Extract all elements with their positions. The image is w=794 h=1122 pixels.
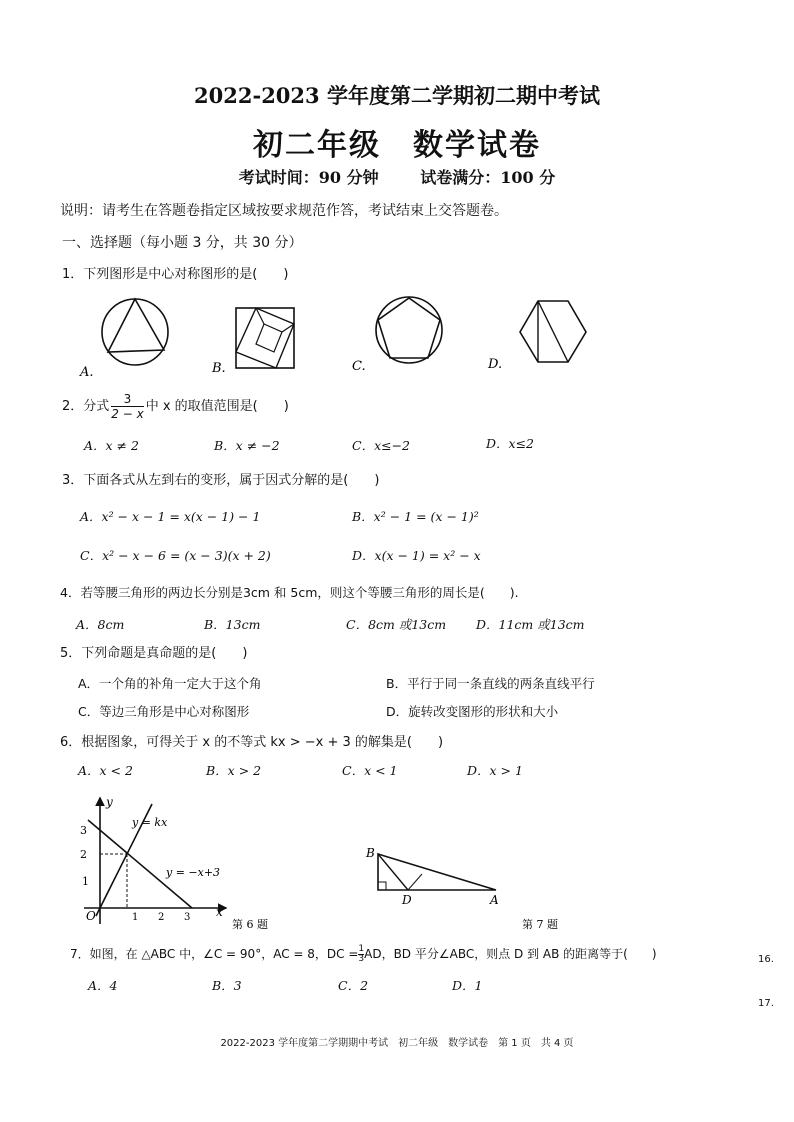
q7-option-d: D．1 — [452, 978, 483, 993]
fig6-caption: 第 6 题 — [232, 918, 268, 931]
margin-number-17: 17. — [758, 998, 774, 1009]
q1-label-a: A. — [80, 365, 94, 380]
q5-option-b: B．平行于同一条直线的两条直线平行 — [386, 676, 595, 691]
point-d: D — [402, 893, 412, 907]
q2-option-c: C．x≤−2 — [352, 438, 411, 453]
q6-stem: 6．根据图象，可得关于 x 的不等式 kx > −x + 3 的解集是( ) — [60, 735, 444, 750]
q2-option-d: D．x≤2 — [486, 436, 534, 451]
xtick-3: 3 — [184, 912, 191, 923]
triangle-abc — [378, 854, 496, 890]
xtick-1: 1 — [132, 912, 139, 923]
figure-c — [376, 297, 442, 363]
paper-subtitle: 初二年级 数学试卷 — [253, 128, 541, 163]
q2-suffix: 中 x 的取值范围是( ) — [145, 399, 289, 414]
line1-label: y = kx — [132, 816, 168, 829]
axis-x-label: x — [216, 905, 223, 919]
q4-stem: 4．若等腰三角形的两边长分别是3cm 和 5cm，则这个等腰三角形的周长是( ). — [60, 585, 519, 600]
exam-time: 考试时间：90 分钟 — [238, 168, 379, 187]
q3-option-b: B．x² − 1 = (x − 1)² — [352, 509, 479, 524]
margin-number-16: 16. — [758, 954, 774, 965]
origin-label: O — [86, 909, 96, 923]
page-footer: 2022-2023 学年度第二学期期中考试 初二年级 数学试卷 第 1 页 共 4 页 — [220, 1038, 574, 1049]
figure-6 — [70, 792, 300, 932]
q1-label-d: D. — [488, 357, 503, 372]
q7-frac-den: 3 — [358, 954, 365, 964]
q2-fraction — [111, 392, 143, 421]
exam-title: 2022-2023 学年度第二学期初二期中考试 — [194, 83, 600, 108]
figure-7 — [360, 840, 570, 935]
q4-option-b: B．13cm — [204, 617, 261, 632]
q7-stem — [70, 945, 657, 964]
q5-option-c: C．等边三角形是中心对称图形 — [78, 704, 250, 719]
figure-a — [102, 299, 168, 365]
q2-stem — [62, 392, 289, 421]
q4-option-c: C．8cm 或13cm — [346, 617, 447, 632]
section-heading: 一、选择题（每小题 3 分，共 30 分） — [62, 235, 303, 251]
ytick-1: 1 — [82, 875, 89, 888]
xtick-2: 2 — [158, 912, 165, 923]
vertex-a: A — [490, 893, 499, 907]
q5-option-a: A．一个角的补角一定大于这个角 — [78, 676, 262, 691]
q5-stem: 5．下列命题是真命题的是( ) — [60, 646, 248, 661]
fig7-caption: 第 7 题 — [522, 918, 558, 931]
q7-option-c: C．2 — [338, 978, 369, 993]
exam-info — [0, 165, 794, 188]
q3-option-c: C．x² − x − 6 = (x − 3)(x + 2) — [80, 548, 271, 563]
figure-d — [520, 301, 586, 362]
q6-option-b: B．x > 2 — [206, 763, 262, 778]
q1-figures — [60, 292, 620, 387]
ytick-2: 2 — [80, 848, 87, 861]
q4-option-d: D．11cm 或13cm — [476, 617, 585, 632]
ytick-3: 3 — [80, 824, 87, 837]
line-y-minus-x-plus-3 — [88, 820, 192, 908]
figure-b — [236, 308, 294, 368]
q1-stem: 1．下列图形是中心对称图形的是( ) — [62, 267, 289, 282]
q2-option-b: B．x ≠ −2 — [214, 438, 280, 453]
q3-option-a: A．x² − x − 1 = x(x − 1) − 1 — [80, 509, 261, 524]
q3-stem: 3．下面各式从左到右的变形，属于因式分解的是( ) — [62, 473, 380, 488]
q2-option-a: A．x ≠ 2 — [84, 438, 139, 453]
axis-y-label: y — [106, 795, 113, 809]
q6-option-c: C．x < 1 — [342, 763, 398, 778]
q1-label-b: B. — [212, 361, 226, 376]
q2-prefix: 2．分式 — [62, 399, 110, 414]
perpendicular-de — [408, 874, 422, 890]
q7-option-a: A．4 — [88, 978, 118, 993]
exam-score: 试卷满分：100 分 — [420, 168, 556, 187]
q6-option-d: D．x > 1 — [467, 763, 523, 778]
q6-option-a: A．x < 2 — [78, 763, 133, 778]
q7-suffix: AD，BD 平分∠ABC，则点 D 到 AB 的距离等于( ) — [364, 947, 657, 961]
q7-prefix: 7．如图，在 △ABC 中，∠C = 90°，AC = 8，DC = — [70, 947, 359, 961]
line2-label: y = −x+3 — [166, 866, 221, 879]
q7-option-b: B．3 — [212, 978, 242, 993]
q2-numerator: 3 — [111, 392, 143, 407]
q4-option-a: A．8cm — [76, 617, 125, 632]
q2-denominator: 2 − x — [111, 407, 144, 421]
q7-frac-num: 1 — [358, 944, 365, 954]
q3-option-d: D．x(x − 1) = x² − x — [352, 548, 481, 563]
instructions: 说明：请考生在答题卷指定区域按要求规范作答，考试结束上交答题卷。 — [60, 203, 508, 219]
vertex-b: B — [366, 846, 375, 860]
q1-label-c: C. — [352, 359, 366, 374]
q5-option-d: D．旋转改变图形的形状和大小 — [386, 704, 559, 719]
